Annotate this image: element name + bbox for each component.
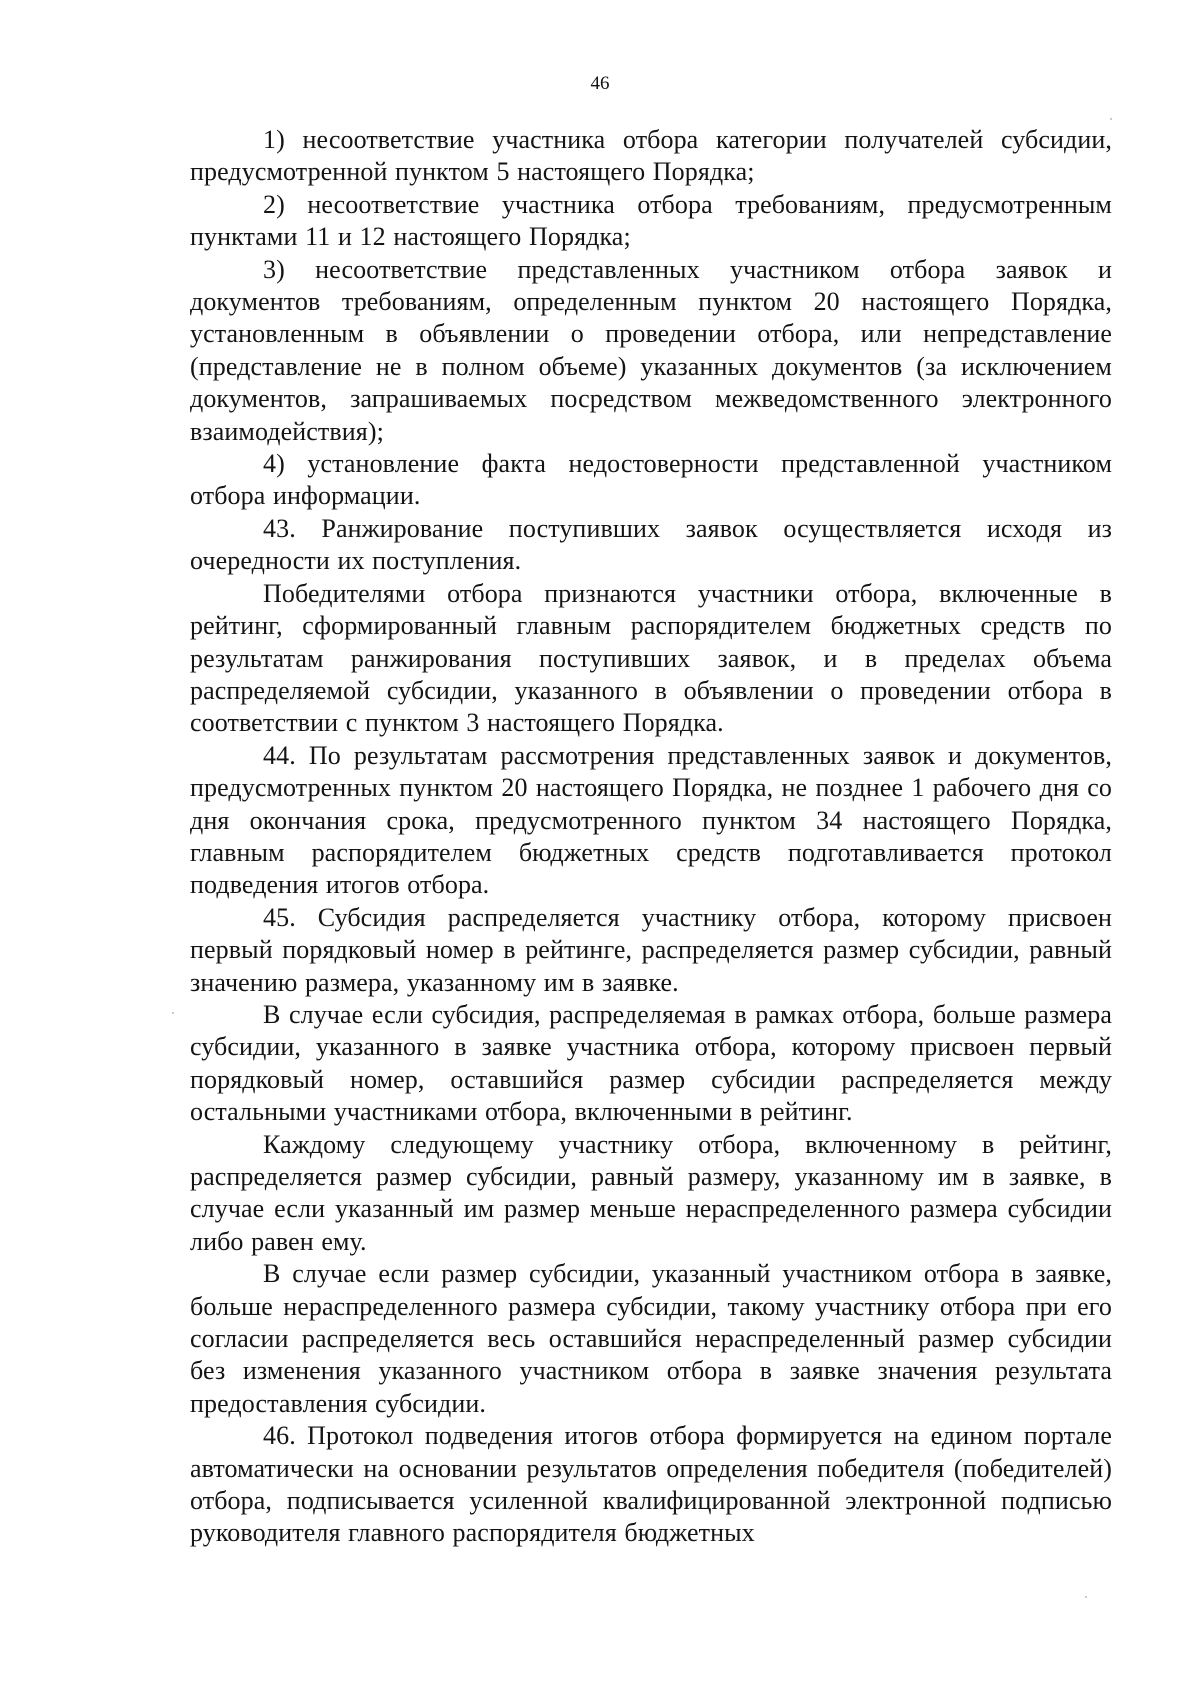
paragraph-item-3: 3) несоответствие представленных участником отбора заявок и документов требованиям, определенным пунктом 20 настоящего Порядка, установленным в объявлении о проведении отбора, или непредставление (представление не в полном объеме) указанных документов (за исключением документов, запрашиваемых посредством межведомственного электронного взаимодействия);: [190, 254, 1112, 446]
paragraph-item-2: 2) несоответствие участника отбора требованиям, предусмотренным пунктами 11 и 12 настоящего Порядка;: [190, 189, 1112, 252]
paragraph-winners: Победителями отбора признаются участники отбора, включенные в рейтинг, сформированный главным распорядителем бюджетных средств по результатам ранжирования поступивших заявок, и в пределах объема распределяемой субсидии, указанного в объявлении о проведении отбора в соответствии с пунктом 3 настоящего Порядка.: [190, 578, 1112, 738]
paragraph-excess-request: В случае если размер субсидии, указанный участником отбора в заявке, больше нераспределенного размера субсидии, такому участнику отбора при его согласии распределяется весь оставшийся нераспределенный размер субсидии без изменения указанного участником отбора в заявке значения результата предоставления субсидии.: [190, 1259, 1112, 1418]
scan-speck: [1110, 118, 1112, 120]
paragraph-43: 43. Ранжирование поступивших заявок осуществляется исходя из очередности их поступления.: [190, 513, 1112, 576]
paragraph-item-4: 4) установление факта недостоверности представленной участником отбора информации.: [190, 449, 1112, 511]
paragraph-44: 44. По результатам рассмотрения представленных заявок и документов, предусмотренных пунктом 20 настоящего Порядка, не позднее 1 рабочего дня со дня окончания срока, предусмотренного пунктом 34 настоящего Порядка, главным распорядителем бюджетных средств подготавливается протокол подведения итогов отбора.: [190, 740, 1112, 900]
paragraph-next-participant: Каждому следующему участнику отбора, включенному в рейтинг, распределяется размер субсидии, равный размеру, указанному им в заявке, в случае если указанный им размер меньше нераспределенного размера субсидии либо равен ему.: [190, 1129, 1112, 1256]
scan-speck: [172, 1012, 174, 1014]
document-body: [190, 124, 1112, 1550]
paragraph-remaining-subsidy: В случае если субсидия, распределяемая в рамках отбора, больше размера субсидии, указанного в заявке участника отбора, которому присвоен первый порядковый номер, оставшийся размер субсидии распределяется между остальными участниками отбора, включенными в рейтинг.: [190, 999, 1112, 1127]
scan-speck: [1085, 1596, 1087, 1598]
paragraph-45: 45. Субсидия распределяется участнику отбора, которому присвоен первый порядковый номер в рейтинге, распределяется размер субсидии, равный значению размера, указанному им в заявке.: [190, 902, 1112, 997]
page-number: 46: [590, 73, 610, 94]
paragraph-item-1: 1) несоответствие участника отбора категории получателей субсидии, предусмотренной пунктом 5 настоящего Порядка;: [190, 125, 1112, 187]
paragraph-46: 46. Протокол подведения итогов отбора формируется на едином портале автоматически на основании результатов определения победителя (победителей) отбора, подписывается усиленной квалифицированной электронной подписью руководителя главного распорядителя бюджетных: [190, 1421, 1112, 1548]
